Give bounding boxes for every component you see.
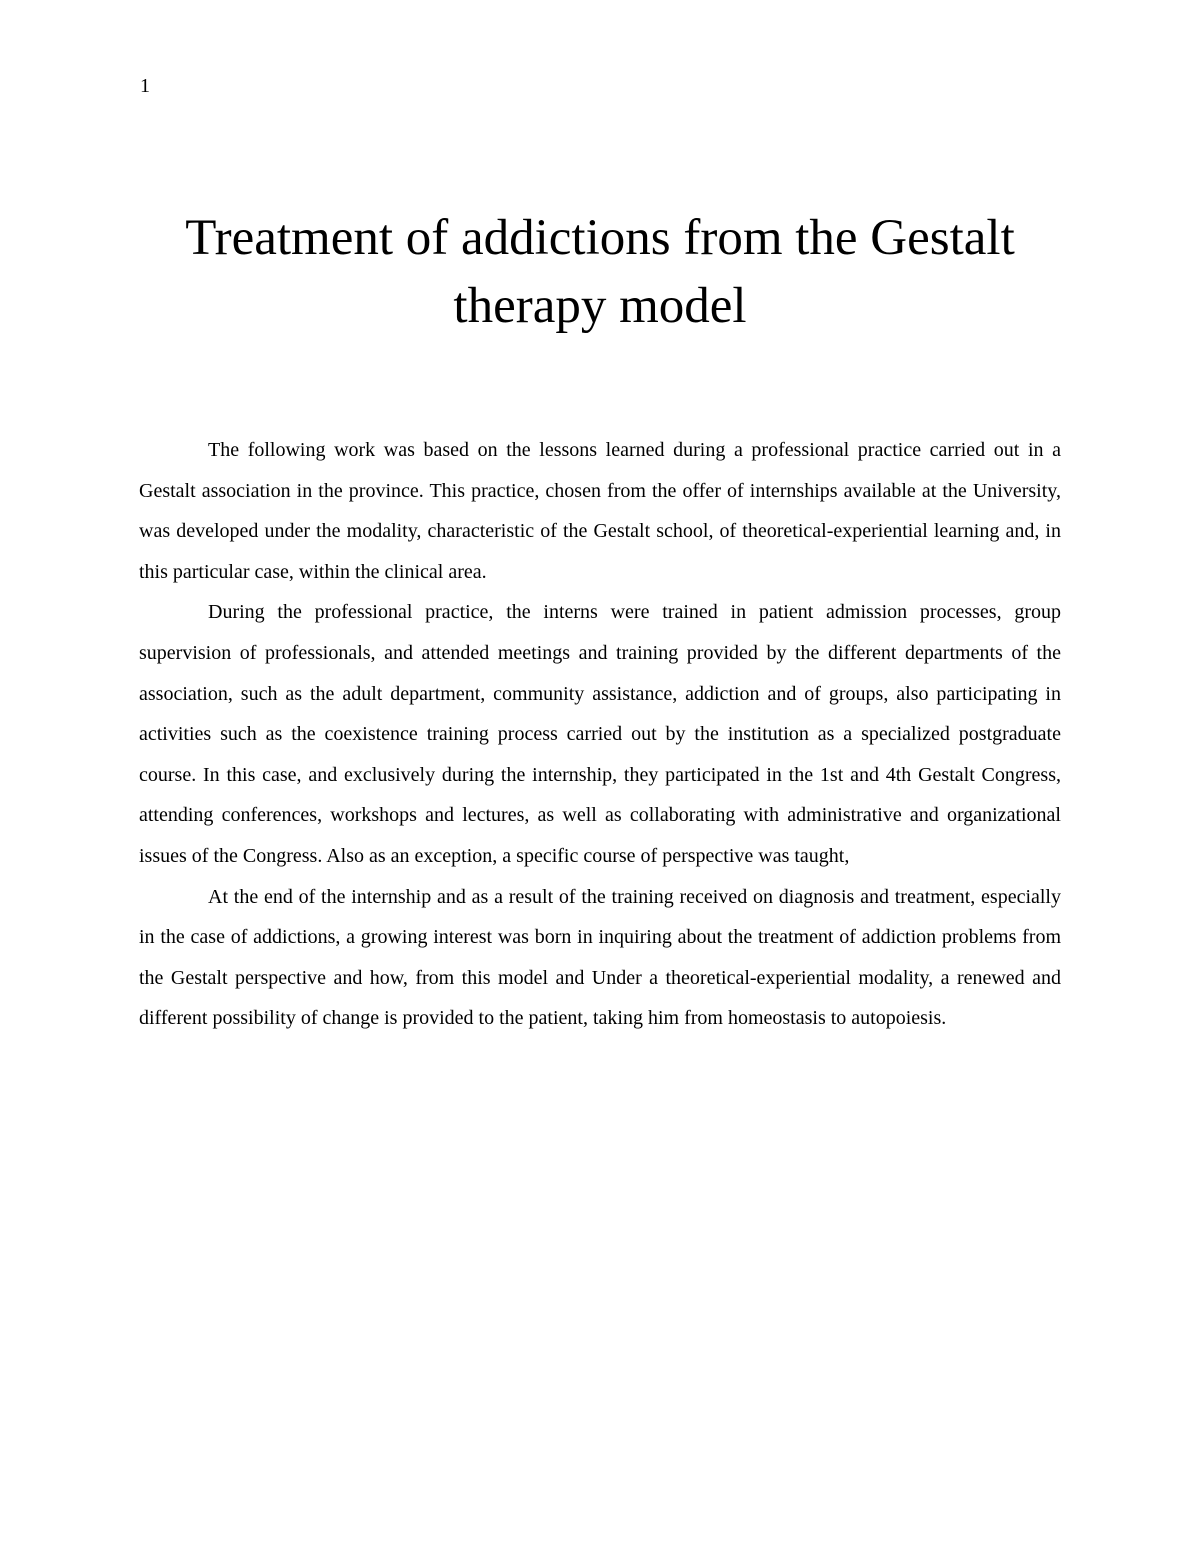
paragraph: During the professional practice, the interns were trained in patient admission processes, group supervision of professionals, and attended meetings and training provided by the different departments of the association, such as the adult department, community assistance, addiction and of groups, also participating in activities such as the coexistence training process carried out by the institution as a specialized postgraduate course. In this case, and exclusively during the internship, they participated in the 1st and 4th Gestalt Congress, attending conferences, workshops and lectures, as well as collaborating with administrative and organizational issues of the Congress. Also as an exception, a specific course of perspective was taught,	[139, 601, 1061, 867]
paragraph: At the end of the internship and as a result of the training received on diagnosis and treatment, especially in the case of addictions, a growing interest was born in inquiring about the treatment of addiction problems from the Gestalt perspective and how, from this model and Under a theoretical-experiential modality, a renewed and different possibility of change is provided to the patient, taking him from homeostasis to autopoiesis.	[139, 885, 1061, 1030]
page-number: 1	[140, 75, 150, 97]
paragraph: The following work was based on the lessons learned during a professional practice carried out in a Gestalt association in the province. This practice, chosen from the offer of internships available at the University, was developed under the modality, characteristic of the Gestalt school, of theoretical-experiential learning and, in this particular case, within the clinical area.	[139, 439, 1061, 583]
document-body	[139, 430, 1061, 1039]
document-title: Treatment of addictions from the Gestalt therapy model	[185, 210, 1015, 334]
